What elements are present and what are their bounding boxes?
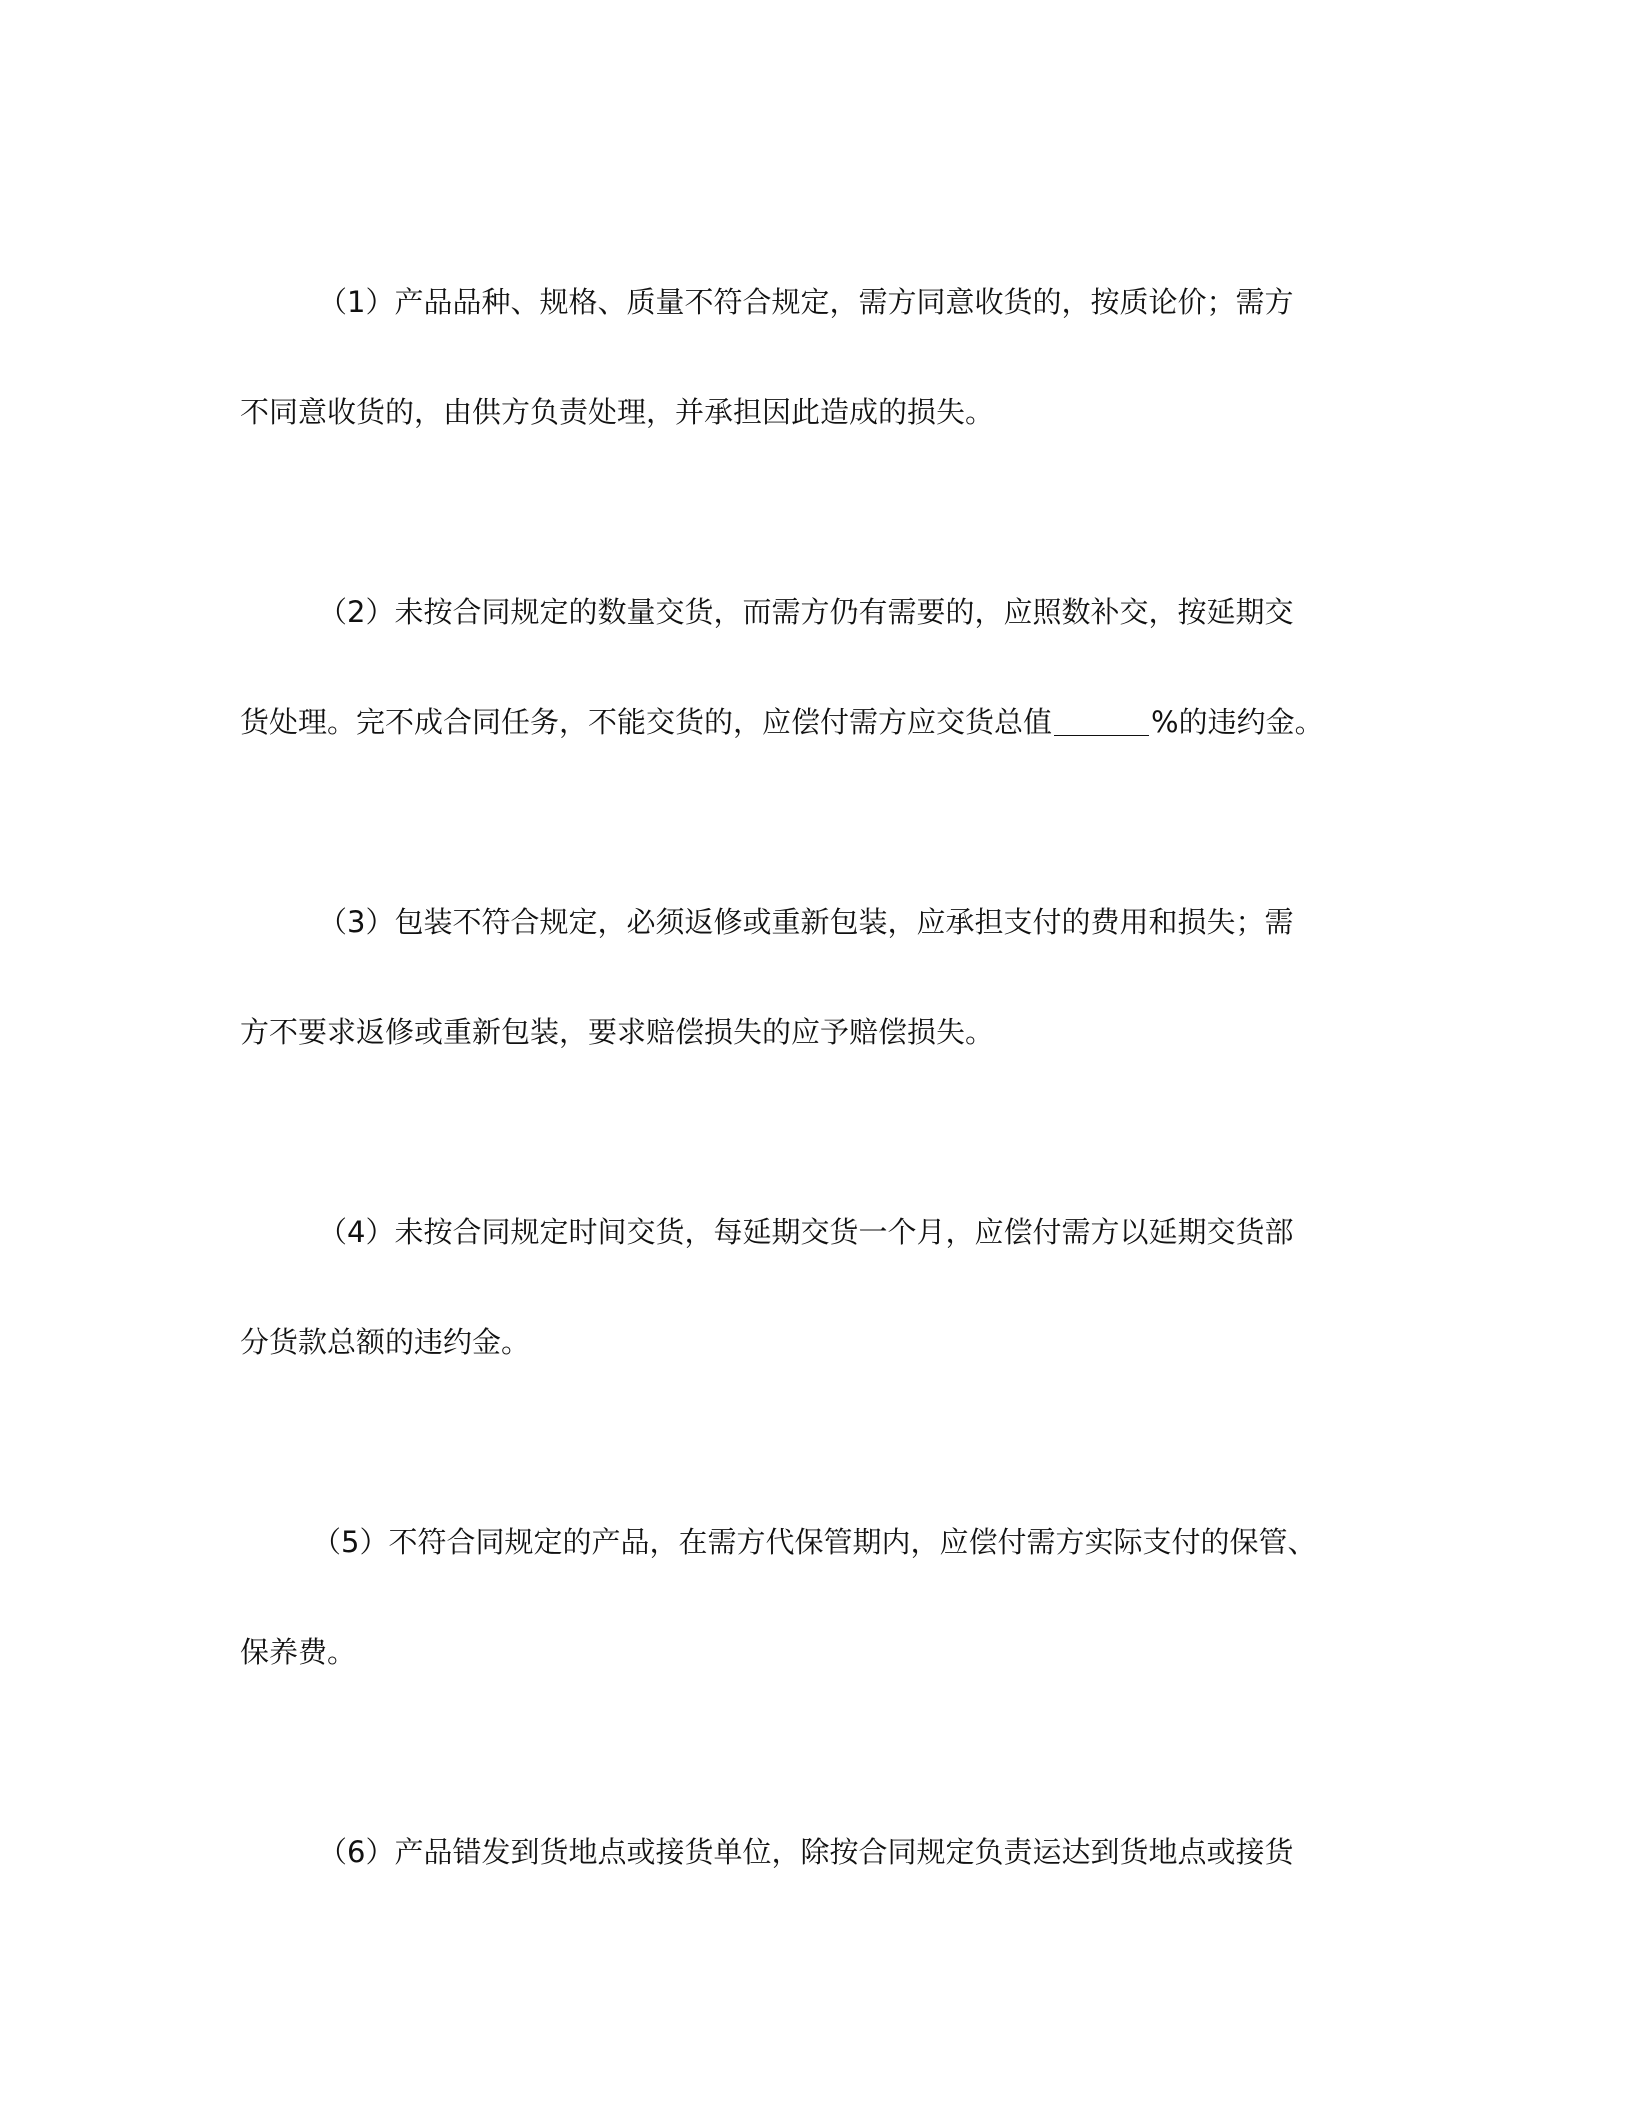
clause-5-line-1: （5）不符合同规定的产品，在需方代保管期内，应偿付需方实际支付的保管、	[312, 1525, 1317, 1559]
clause-2-line-2	[240, 702, 1324, 742]
clause-2-line-2-text-after: %的违约金。	[1151, 705, 1324, 739]
clause-2-line-2-text-before: 货处理。完不成合同任务，不能交货的，应偿付需方应交货总值	[240, 705, 1053, 739]
fill-in-blank	[1054, 705, 1149, 736]
clause-3-line-1: （3）包装不符合规定，必须返修或重新包装，应承担支付的费用和损失；需	[318, 905, 1294, 939]
clause-2-line-1: （2）未按合同规定的数量交货，而需方仍有需要的，应照数补交，按延期交	[318, 595, 1294, 629]
clause-4-line-2: 分货款总额的违约金。	[240, 1325, 531, 1359]
clause-6-line-1: （6）产品错发到货地点或接货单位，除按合同规定负责运达到货地点或接货	[318, 1835, 1294, 1869]
clause-1-line-2: 不同意收货的，由供方负责处理，并承担因此造成的损失。	[240, 395, 995, 429]
clause-3-line-2: 方不要求返修或重新包装，要求赔偿损失的应予赔偿损失。	[240, 1015, 995, 1049]
clause-4-line-1: （4）未按合同规定时间交货，每延期交货一个月，应偿付需方以延期交货部	[318, 1215, 1294, 1249]
clause-1-line-1: （1）产品品种、规格、质量不符合规定，需方同意收货的，按质论价；需方	[318, 285, 1294, 319]
clause-5-line-2: 保养费。	[240, 1635, 357, 1669]
